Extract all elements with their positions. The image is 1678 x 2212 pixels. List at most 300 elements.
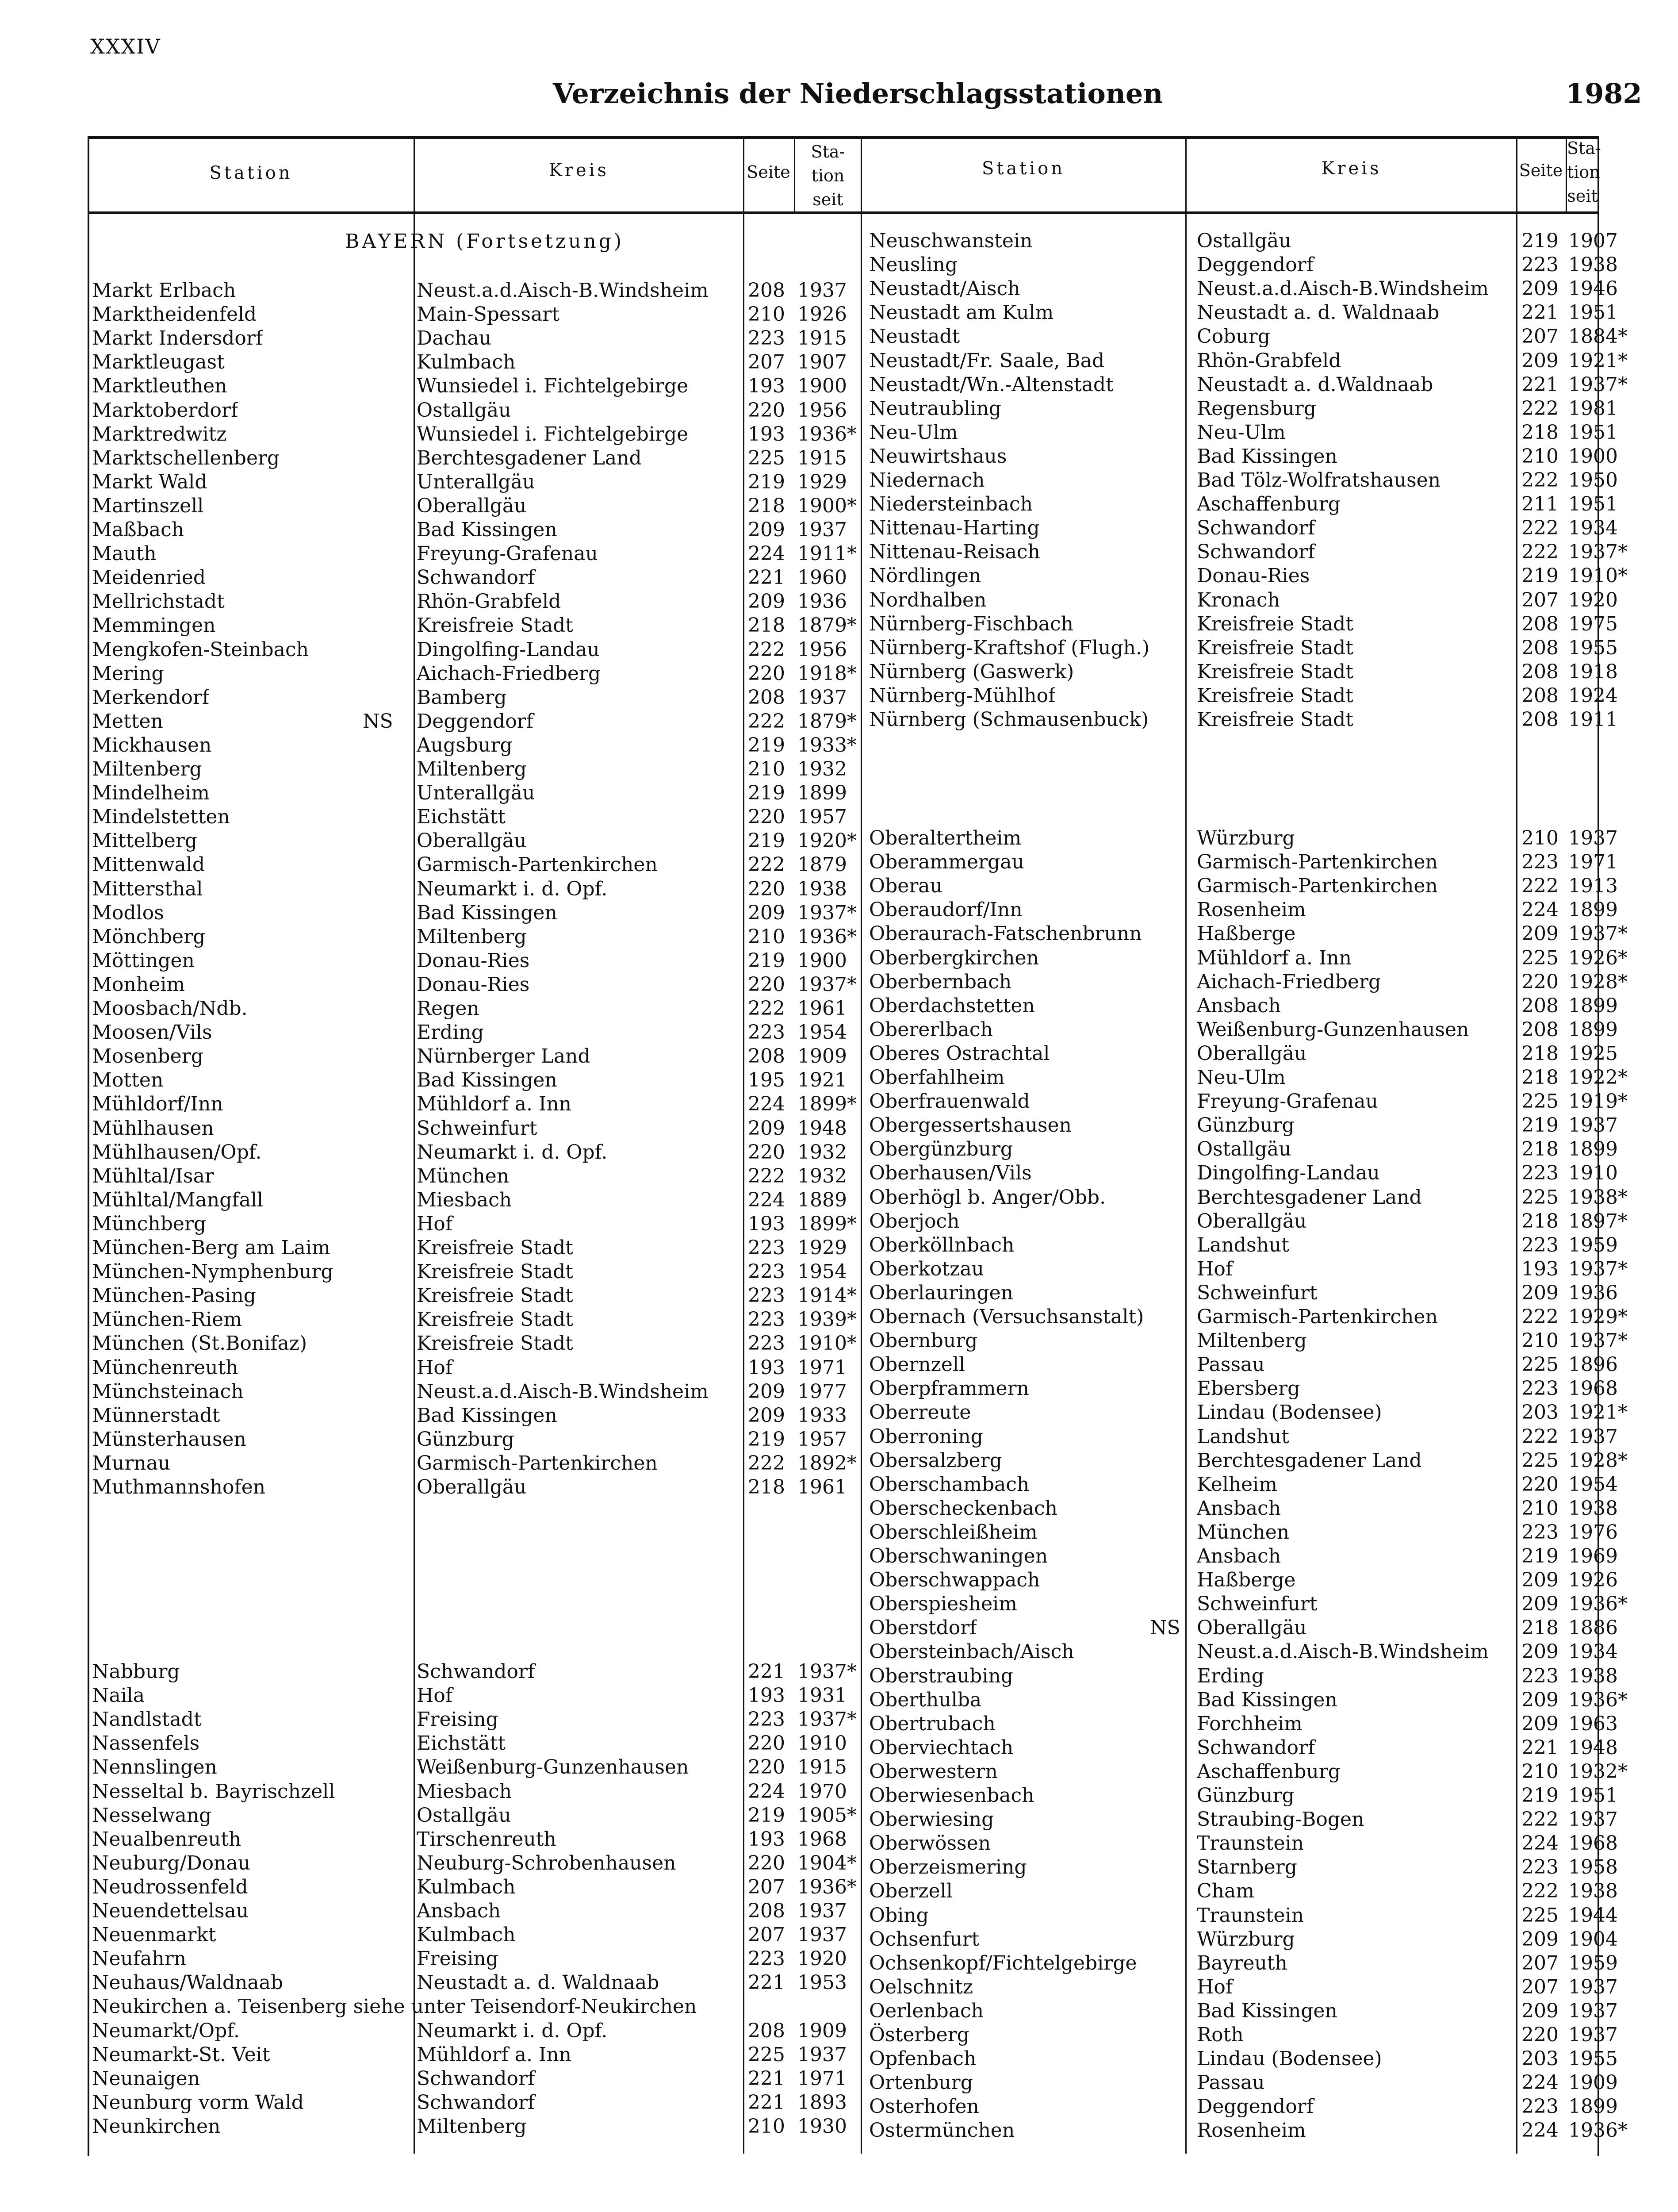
- table-row: [0, 1377, 1678, 1401]
- seite-value: 225: [1521, 1353, 1559, 1376]
- header-seit-line: tion: [811, 166, 845, 185]
- table-row: [0, 1401, 1678, 1425]
- station-since: 1937: [1568, 1114, 1618, 1137]
- table-row: [0, 1521, 1678, 1544]
- table-row: [0, 1497, 1678, 1521]
- seite-value: 221: [1521, 301, 1559, 324]
- station-name: Obergessertshausen: [869, 1114, 1072, 1137]
- kreis-name: Regen: [417, 997, 479, 1020]
- station-name: Nandlstadt: [92, 1708, 202, 1731]
- table-row: [0, 1975, 1678, 1999]
- kreis-name: Rhön-Grabfeld: [417, 590, 561, 613]
- station-since: 1897*: [1568, 1210, 1628, 1233]
- seite-value: 224: [748, 542, 785, 565]
- table-row: [0, 1855, 1678, 1879]
- station-name: Marktheidenfeld: [92, 303, 257, 326]
- kreis-name: Mühldorf a. Inn: [417, 1093, 572, 1116]
- station-name: Oberaudorf/Inn: [869, 899, 1023, 922]
- station-since: 1944: [1568, 1904, 1618, 1927]
- station-since: 1939*: [797, 1308, 857, 1331]
- kreis-name: Kulmbach: [417, 351, 516, 374]
- station-since: 1886: [1568, 1617, 1618, 1640]
- station-since: 1937*: [797, 973, 857, 996]
- station-since: 1938: [1568, 1497, 1618, 1520]
- kreis-name: Kreisfreie Stadt: [1197, 636, 1353, 659]
- region-heading: BAYERN (Fortsetzung): [345, 230, 624, 253]
- kreis-name: Lindau (Bodensee): [1197, 1401, 1382, 1424]
- table-row: [0, 636, 1678, 660]
- station-name: Neutraubling: [869, 397, 1001, 420]
- station-name: Nabburg: [92, 1660, 180, 1683]
- station-since: 1937*: [797, 1660, 857, 1683]
- table-row: [0, 445, 1678, 469]
- station-name: Oberschwaningen: [869, 1545, 1048, 1567]
- seite-value: 225: [1521, 1904, 1559, 1927]
- station-name: Oberfrauenwald: [869, 1090, 1030, 1113]
- table-row: [0, 2047, 1678, 2071]
- station-since: 1937: [1568, 827, 1618, 849]
- kreis-name: Deggendorf: [417, 710, 533, 733]
- seite-value: 220: [748, 1732, 785, 1755]
- header-seit-line: Sta-: [811, 142, 845, 161]
- table-row: [0, 2119, 1678, 2143]
- seite-value: 209: [748, 1404, 785, 1427]
- kreis-name: Landshut: [1197, 1233, 1289, 1256]
- kreis-name: Günzburg: [1197, 1114, 1295, 1137]
- station-since: 1971: [797, 1356, 847, 1379]
- station-name: Oberköllnbach: [869, 1233, 1015, 1256]
- table-row: [0, 1808, 1678, 1832]
- header-station: Station: [981, 158, 1065, 179]
- kreis-name: Bad Kissingen: [1197, 1999, 1337, 2022]
- page-year: 1982: [1566, 77, 1642, 110]
- station-since: 1953: [797, 1971, 847, 1994]
- kreis-name: Freyung-Grafenau: [417, 542, 598, 565]
- kreis-name: Forchheim: [1197, 1712, 1303, 1735]
- station-name: Nürnberg-Kraftshof (Flugh.): [869, 636, 1150, 659]
- station-name: Mering: [92, 662, 164, 685]
- station-since: 1879*: [797, 710, 857, 733]
- station-since: 1936: [1568, 1281, 1618, 1304]
- station-since: 1921*: [1568, 349, 1628, 372]
- station-name: Obersteinbach/Aisch: [869, 1640, 1074, 1663]
- table-row: [0, 1066, 1678, 1090]
- kreis-name: Neustadt a. d. Waldnaab: [1197, 301, 1440, 324]
- seite-value: 223: [1521, 2095, 1559, 2118]
- station-since: 1929*: [1568, 1306, 1628, 1328]
- seite-value: 222: [748, 1164, 785, 1187]
- seite-value: 221: [748, 566, 785, 589]
- station-since: 1922*: [1568, 1066, 1628, 1089]
- station-since: 1915: [797, 327, 847, 350]
- seite-value: 222: [1521, 517, 1559, 540]
- station-name: Oberdachstetten: [869, 994, 1035, 1017]
- station-name: Niedersteinbach: [869, 493, 1033, 516]
- station-since: 1933: [797, 1404, 847, 1427]
- seite-value: 225: [1521, 1449, 1559, 1472]
- kreis-name: Weißenburg-Gunzenhausen: [1197, 1018, 1469, 1041]
- kreis-name: Passau: [1197, 1353, 1265, 1376]
- station-name: Miltenberg: [92, 758, 202, 780]
- station-name: Oberhögl b. Anger/Obb.: [869, 1186, 1106, 1209]
- station-since: 1936*: [1568, 2119, 1628, 2142]
- station-name: Monheim: [92, 973, 185, 996]
- station-since: 1934: [1568, 517, 1618, 540]
- station-since: 1975: [1568, 612, 1618, 635]
- station-since: 1936*: [1568, 1688, 1628, 1711]
- seite-value: 208: [1521, 994, 1559, 1017]
- seite-value: 193: [748, 422, 785, 445]
- seite-value: 224: [1521, 2119, 1559, 2142]
- kreis-name: Schwandorf: [1197, 517, 1315, 540]
- station-name: Mönchberg: [92, 925, 206, 948]
- kreis-name: Rhön-Grabfeld: [1197, 349, 1341, 372]
- station-since: 1910*: [797, 1332, 857, 1355]
- station-since: 1899: [797, 782, 847, 805]
- station-name: München (St.Bonifaz): [92, 1332, 307, 1355]
- station-since: 1926*: [1568, 946, 1628, 969]
- station-since: 1900*: [797, 494, 857, 517]
- table-row: [0, 826, 1678, 850]
- station-since: 1910: [1568, 1162, 1618, 1185]
- kreis-name: Nürnberger Land: [417, 1045, 590, 1068]
- station-name: München-Riem: [92, 1308, 242, 1331]
- seite-value: 222: [748, 1452, 785, 1475]
- kreis-name: Donau-Ries: [1197, 565, 1310, 588]
- kreis-name: Miesbach: [417, 1188, 512, 1211]
- table-row: [0, 1281, 1678, 1305]
- seite-value: 220: [748, 806, 785, 829]
- kreis-name: Günzburg: [1197, 1784, 1295, 1807]
- kreis-name: Miltenberg: [417, 758, 527, 780]
- kreis-name: Hof: [1197, 1975, 1233, 1998]
- kreis-name: Unterallgäu: [417, 782, 535, 805]
- seite-value: 207: [748, 1924, 785, 1947]
- station-since: 1931: [797, 1684, 847, 1707]
- seite-value: 193: [748, 1684, 785, 1707]
- station-since: 1919*: [1568, 1090, 1628, 1113]
- station-since: 1899: [1568, 899, 1618, 922]
- station-since: 1937: [1568, 2024, 1618, 2046]
- table-row: [0, 1784, 1678, 1808]
- seite-value: 225: [748, 2043, 785, 2066]
- table-row: [0, 994, 1678, 1018]
- seite-value: 209: [1521, 349, 1559, 372]
- station-since: 1905*: [797, 1804, 857, 1827]
- kreis-name: Eichstätt: [417, 1732, 506, 1755]
- station-name: Oberspiesheim: [869, 1593, 1017, 1616]
- table-row: [0, 1161, 1678, 1185]
- seite-value: 223: [1521, 253, 1559, 276]
- kreis-name: Traunstein: [1197, 1832, 1304, 1855]
- station-since: 1971: [797, 2067, 847, 2090]
- station-since: 1937*: [797, 901, 857, 924]
- table-row: [0, 1592, 1678, 1616]
- seite-value: 220: [748, 1851, 785, 1874]
- station-since: 1955: [1568, 636, 1618, 659]
- kreis-name: Neu-Ulm: [1197, 1066, 1286, 1089]
- station-since: 1899: [1568, 1138, 1618, 1161]
- station-name: Metten: [92, 710, 163, 733]
- station-name: Ostermünchen: [869, 2119, 1015, 2142]
- station-since: 1899: [1568, 994, 1618, 1017]
- station-name: Obergünzburg: [869, 1138, 1013, 1161]
- station-since: 1928*: [1568, 1449, 1628, 1472]
- station-name: Mühldorf/Inn: [92, 1093, 223, 1116]
- station-since: 1948: [1568, 1736, 1618, 1759]
- station-name: Muthmannshofen: [92, 1476, 266, 1498]
- seite-value: 193: [748, 1828, 785, 1851]
- seite-value: 208: [748, 1900, 785, 1922]
- station-since: 1928*: [1568, 970, 1628, 993]
- seite-value: 207: [1521, 1975, 1559, 1998]
- station-since: 1938: [1568, 1880, 1618, 1903]
- station-since: 1930: [797, 2115, 847, 2138]
- header-seit-line: tion: [1567, 162, 1600, 182]
- seite-value: 210: [1521, 827, 1559, 849]
- station-name: Oberkotzau: [869, 1257, 984, 1280]
- kreis-name: Bad Tölz-Wolfratshausen: [1197, 469, 1441, 492]
- station-since: 1957: [797, 806, 847, 829]
- station-name: Nordhalben: [869, 588, 987, 611]
- station-name: Oelschnitz: [869, 1975, 973, 1998]
- station-name: Mellrichstadt: [92, 590, 225, 613]
- table-row: [0, 516, 1678, 540]
- kreis-name: Miltenberg: [417, 925, 527, 948]
- station-since: 1929: [797, 1237, 847, 1259]
- seite-value: 209: [1521, 1999, 1559, 2022]
- kreis-name: Garmisch-Partenkirchen: [417, 853, 658, 876]
- kreis-name: Mühldorf a. Inn: [1197, 946, 1352, 969]
- kreis-name: Schwandorf: [417, 566, 535, 589]
- seite-value: 210: [1521, 1760, 1559, 1783]
- station-name: München-Nymphenburg: [92, 1260, 333, 1283]
- station-name: Nesselwang: [92, 1804, 212, 1827]
- station-since: 1932: [797, 1164, 847, 1187]
- station-name: Markt Indersdorf: [92, 327, 263, 350]
- kreis-name: Ansbach: [1197, 1545, 1281, 1567]
- kreis-name: Passau: [1197, 2071, 1265, 2094]
- kreis-name: Miltenberg: [417, 2115, 527, 2138]
- seite-value: 203: [1521, 1401, 1559, 1424]
- table-row: [0, 397, 1678, 421]
- station-name: Oberschwappach: [869, 1569, 1040, 1592]
- station-since: 1937: [1568, 1425, 1618, 1448]
- seite-value: 225: [1521, 1186, 1559, 1209]
- table-row: [0, 1257, 1678, 1281]
- kreis-name: Rosenheim: [1197, 899, 1306, 922]
- seite-value: 222: [748, 997, 785, 1020]
- seite-value: 210: [748, 303, 785, 326]
- kreis-name: Garmisch-Partenkirchen: [1197, 851, 1438, 874]
- kreis-name: Regensburg: [1197, 397, 1316, 420]
- station-since: 1933*: [797, 733, 857, 757]
- seite-value: 210: [1521, 1329, 1559, 1352]
- station-name: Mauth: [92, 542, 157, 565]
- seite-value: 219: [1521, 565, 1559, 588]
- kreis-name: Ostallgäu: [417, 1804, 511, 1827]
- kreis-name: Günzburg: [417, 1428, 514, 1451]
- station-since: 1937: [1568, 1808, 1618, 1831]
- station-since: 1954: [797, 1021, 847, 1044]
- station-since: 1937: [797, 2043, 847, 2066]
- kreis-name: Kreisfreie Stadt: [1197, 660, 1353, 683]
- header-seit-line: seit: [1567, 186, 1598, 206]
- table-row: [0, 1616, 1678, 1640]
- kreis-name: Unterallgäu: [417, 470, 535, 493]
- station-since: 1920: [797, 1947, 847, 1970]
- seite-value: 208: [1521, 660, 1559, 683]
- kreis-name: Mühldorf a. Inn: [417, 2043, 572, 2066]
- kreis-name: Wunsiedel i. Fichtelgebirge: [417, 375, 689, 398]
- seite-value: 222: [1521, 1808, 1559, 1831]
- station-since: 1900: [797, 375, 847, 398]
- seite-value: 222: [1521, 1306, 1559, 1328]
- station-since: 1904*: [797, 1851, 857, 1874]
- station-since: 1907: [1568, 230, 1618, 252]
- station-since: 1924: [1568, 684, 1618, 707]
- table-row: [0, 850, 1678, 874]
- station-since: 1937*: [1568, 1329, 1628, 1352]
- station-name: Meidenried: [92, 566, 206, 589]
- station-name: Mickhausen: [92, 733, 212, 757]
- station-name: Obernzell: [869, 1353, 965, 1376]
- station-since: 1918*: [797, 662, 857, 685]
- seite-value: 223: [1521, 1377, 1559, 1400]
- seite-value: 223: [1521, 1664, 1559, 1687]
- header-kreis: Kreis: [549, 160, 609, 180]
- kreis-name: Aschaffenburg: [1197, 1760, 1341, 1783]
- station-since: 1879: [797, 853, 847, 876]
- seite-value: 203: [1521, 2047, 1559, 2070]
- kreis-name: Augsburg: [417, 733, 513, 757]
- station-since: 1937*: [1568, 1257, 1628, 1280]
- station-name: Neustadt: [869, 325, 960, 348]
- seite-value: 222: [748, 710, 785, 733]
- table-row: [0, 1090, 1678, 1114]
- seite-value: 220: [748, 662, 785, 685]
- station-since: 1918: [1568, 660, 1618, 683]
- table-row: [0, 588, 1678, 612]
- kreis-name: Kreisfreie Stadt: [417, 1237, 573, 1259]
- table-row: [0, 1879, 1678, 1903]
- table-row: [0, 1904, 1678, 1928]
- station-since: 1956: [797, 399, 847, 422]
- station-since: 1910: [797, 1732, 847, 1755]
- station-name: Österberg: [869, 2024, 969, 2046]
- station-name: Oberhausen/Vils: [869, 1162, 1032, 1185]
- station-name: Obererlbach: [869, 1018, 993, 1041]
- station-since: 1915: [797, 1756, 847, 1779]
- table-row: [0, 1018, 1678, 1042]
- table-row: [0, 922, 1678, 946]
- kreis-name: Wunsiedel i. Fichtelgebirge: [417, 422, 689, 445]
- seite-value: 209: [1521, 1688, 1559, 1711]
- seite-value: 223: [748, 327, 785, 350]
- station-name: Obernburg: [869, 1329, 978, 1352]
- station-since: 1938: [1568, 1664, 1618, 1687]
- station-since: 1920*: [797, 830, 857, 853]
- station-since: 1915: [797, 446, 847, 469]
- table-row: [0, 757, 1678, 781]
- station-since: 1929: [797, 470, 847, 493]
- station-name: Motten: [92, 1069, 164, 1092]
- seite-value: 221: [748, 1971, 785, 1994]
- seite-value: 219: [1521, 1784, 1559, 1807]
- table-row: [0, 373, 1678, 397]
- kreis-name: Neumarkt i. d. Opf.: [417, 877, 608, 900]
- ns-marker: NS: [1150, 1617, 1180, 1640]
- seite-value: 209: [1521, 277, 1559, 300]
- kreis-name: Bad Kissingen: [417, 518, 557, 541]
- station-since: 1970: [797, 1780, 847, 1803]
- seite-value: 209: [1521, 1712, 1559, 1735]
- seite-value: 218: [1521, 1066, 1559, 1089]
- table-row: [0, 781, 1678, 805]
- kreis-name: Neust.a.d.Aisch-B.Windsheim: [417, 279, 709, 302]
- table-row: [0, 421, 1678, 445]
- seite-value: 218: [1521, 1210, 1559, 1233]
- kreis-name: Ostallgäu: [1197, 230, 1291, 252]
- kreis-name: Schwandorf: [417, 2091, 535, 2114]
- station-name: Oberzell: [869, 1880, 953, 1903]
- table-row: [0, 1449, 1678, 1473]
- station-name: Oberreute: [869, 1401, 971, 1424]
- header-seit-line: seit: [812, 190, 843, 209]
- kreis-name: Kulmbach: [417, 1875, 516, 1898]
- station-name: Marktredwitz: [92, 422, 227, 445]
- station-since: 1899*: [797, 1093, 857, 1116]
- kreis-name: Oberallgäu: [417, 830, 527, 853]
- station-since: 1913: [1568, 875, 1618, 898]
- station-name: Oberthulba: [869, 1688, 982, 1711]
- seite-value: 219: [748, 733, 785, 757]
- kreis-name: Berchtesgadener Land: [417, 446, 642, 469]
- station-name: Neustadt/Aisch: [869, 277, 1020, 300]
- kreis-name: München: [417, 1164, 510, 1187]
- station-since: 1900: [797, 949, 847, 972]
- station-name: Nennslingen: [92, 1756, 217, 1779]
- kreis-name: Hof: [417, 1212, 453, 1235]
- station-since: 1959: [1568, 1951, 1618, 1974]
- station-name: Münsterhausen: [92, 1428, 246, 1451]
- kreis-name: Bad Kissingen: [1197, 445, 1337, 468]
- station-since: 1932*: [1568, 1760, 1628, 1783]
- station-name: Mindelstetten: [92, 806, 230, 829]
- kreis-name: Aichach-Friedberg: [1197, 970, 1381, 993]
- seite-value: 209: [748, 1380, 785, 1403]
- station-name: Oberau: [869, 875, 942, 898]
- station-name: Obertrubach: [869, 1712, 996, 1735]
- table-row: [0, 946, 1678, 970]
- kreis-name: Kreisfreie Stadt: [417, 1308, 573, 1331]
- seite-value: 222: [1521, 541, 1559, 564]
- station-name: Obersalzberg: [869, 1449, 1002, 1472]
- seite-value: 208: [1521, 684, 1559, 707]
- station-since: 1954: [797, 1260, 847, 1283]
- seite-value: 224: [1521, 899, 1559, 922]
- seite-value: 207: [1521, 325, 1559, 348]
- seite-value: 193: [1521, 1257, 1559, 1280]
- kreis-name: Dingolfing-Landau: [417, 638, 600, 661]
- seite-value: 221: [748, 1660, 785, 1683]
- kreis-name: Aschaffenburg: [1197, 493, 1341, 516]
- seite-value: 221: [748, 2091, 785, 2114]
- table-row: [0, 1712, 1678, 1736]
- station-name: Oberschleißheim: [869, 1521, 1038, 1544]
- station-name: Neuendettelsau: [92, 1900, 249, 1922]
- seite-value: 208: [1521, 612, 1559, 635]
